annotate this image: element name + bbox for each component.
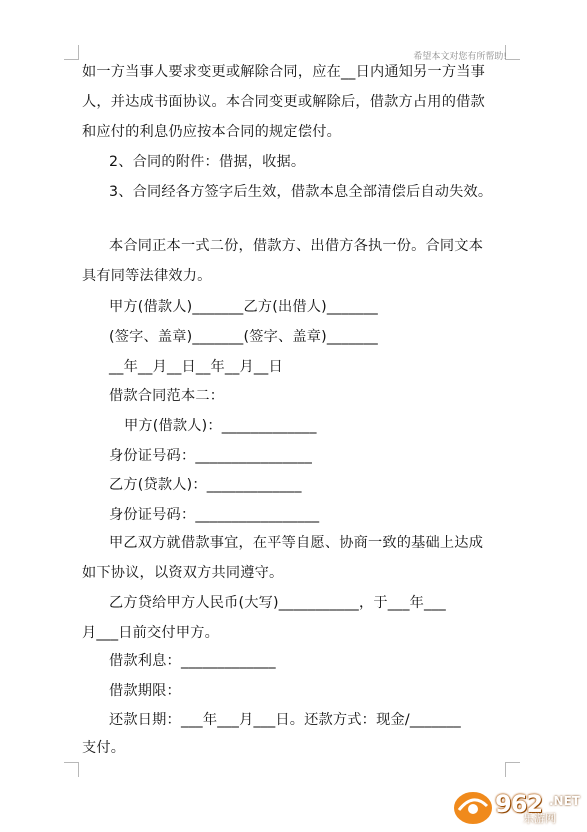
watermark-site-name: 乐游网 <box>523 812 556 825</box>
paragraph-line: 乙方贷给甲方人民币(大写)___________，于___年___ <box>109 595 446 611</box>
paragraph-line: 3、合同经各方签字后生效，借款本息全部清偿后自动失效。 <box>109 184 493 200</box>
form-field-line: 身份证号码：_________________ <box>109 507 320 523</box>
date-line: __年__月__日__年__月__日 <box>109 359 283 375</box>
paragraph-line: 支付。 <box>82 740 126 756</box>
header-note: 希望本文对您有所帮助! <box>413 52 507 62</box>
paragraph-line: 如一方当事人要求变更或解除合同，应在__日内通知另一方当事 <box>82 64 486 80</box>
form-field-line: 乙方(贷款人)：_____________ <box>109 477 302 493</box>
paragraph-line: 月___日前交付甲方。 <box>82 625 219 641</box>
watermark-logo-icon <box>451 788 495 828</box>
signature-line: (签字、盖章)_______(签字、盖章)_______ <box>109 329 378 345</box>
site-watermark <box>451 788 579 828</box>
form-field-line: 借款期限： <box>109 683 181 699</box>
paragraph-line: 甲乙双方就借款事宜，在平等自愿、协商一致的基础上达成 <box>109 535 484 551</box>
form-field-line: 甲方(借款人)：_____________ <box>124 418 317 434</box>
watermark-logo-text: 962 <box>495 790 543 818</box>
section-heading: 借款合同范本二： <box>109 388 225 404</box>
page-corner-mark <box>64 45 79 60</box>
paragraph-line: 人，并达成书面协议。本合同变更或解除后，借款方占用的借款 <box>82 94 485 110</box>
paragraph-line: 如下协议，以资双方共同遵守。 <box>82 565 284 581</box>
form-field-line: 身份证号码：________________ <box>109 448 313 464</box>
signature-line: 甲方(借款人)_______乙方(出借人)_______ <box>109 299 378 315</box>
paragraph-line: 和应付的利息仍应按本合同的规定偿付。 <box>82 124 341 140</box>
paragraph-line: 2、合同的附件：借据，收据。 <box>109 154 306 170</box>
page-corner-mark <box>64 762 79 777</box>
form-field-line: 借款利息：_____________ <box>109 653 276 669</box>
page-corner-mark <box>505 45 520 60</box>
watermark-domain-suffix: .NET <box>549 794 580 808</box>
form-field-line: 还款日期：___年___月___日。还款方式：现金/_______ <box>109 712 461 728</box>
paragraph-line: 具有同等法律效力。 <box>82 268 212 284</box>
paragraph-line: 本合同正本一式二份，借款方、出借方各执一份。合同文本 <box>109 238 484 254</box>
page-corner-mark <box>505 762 520 777</box>
